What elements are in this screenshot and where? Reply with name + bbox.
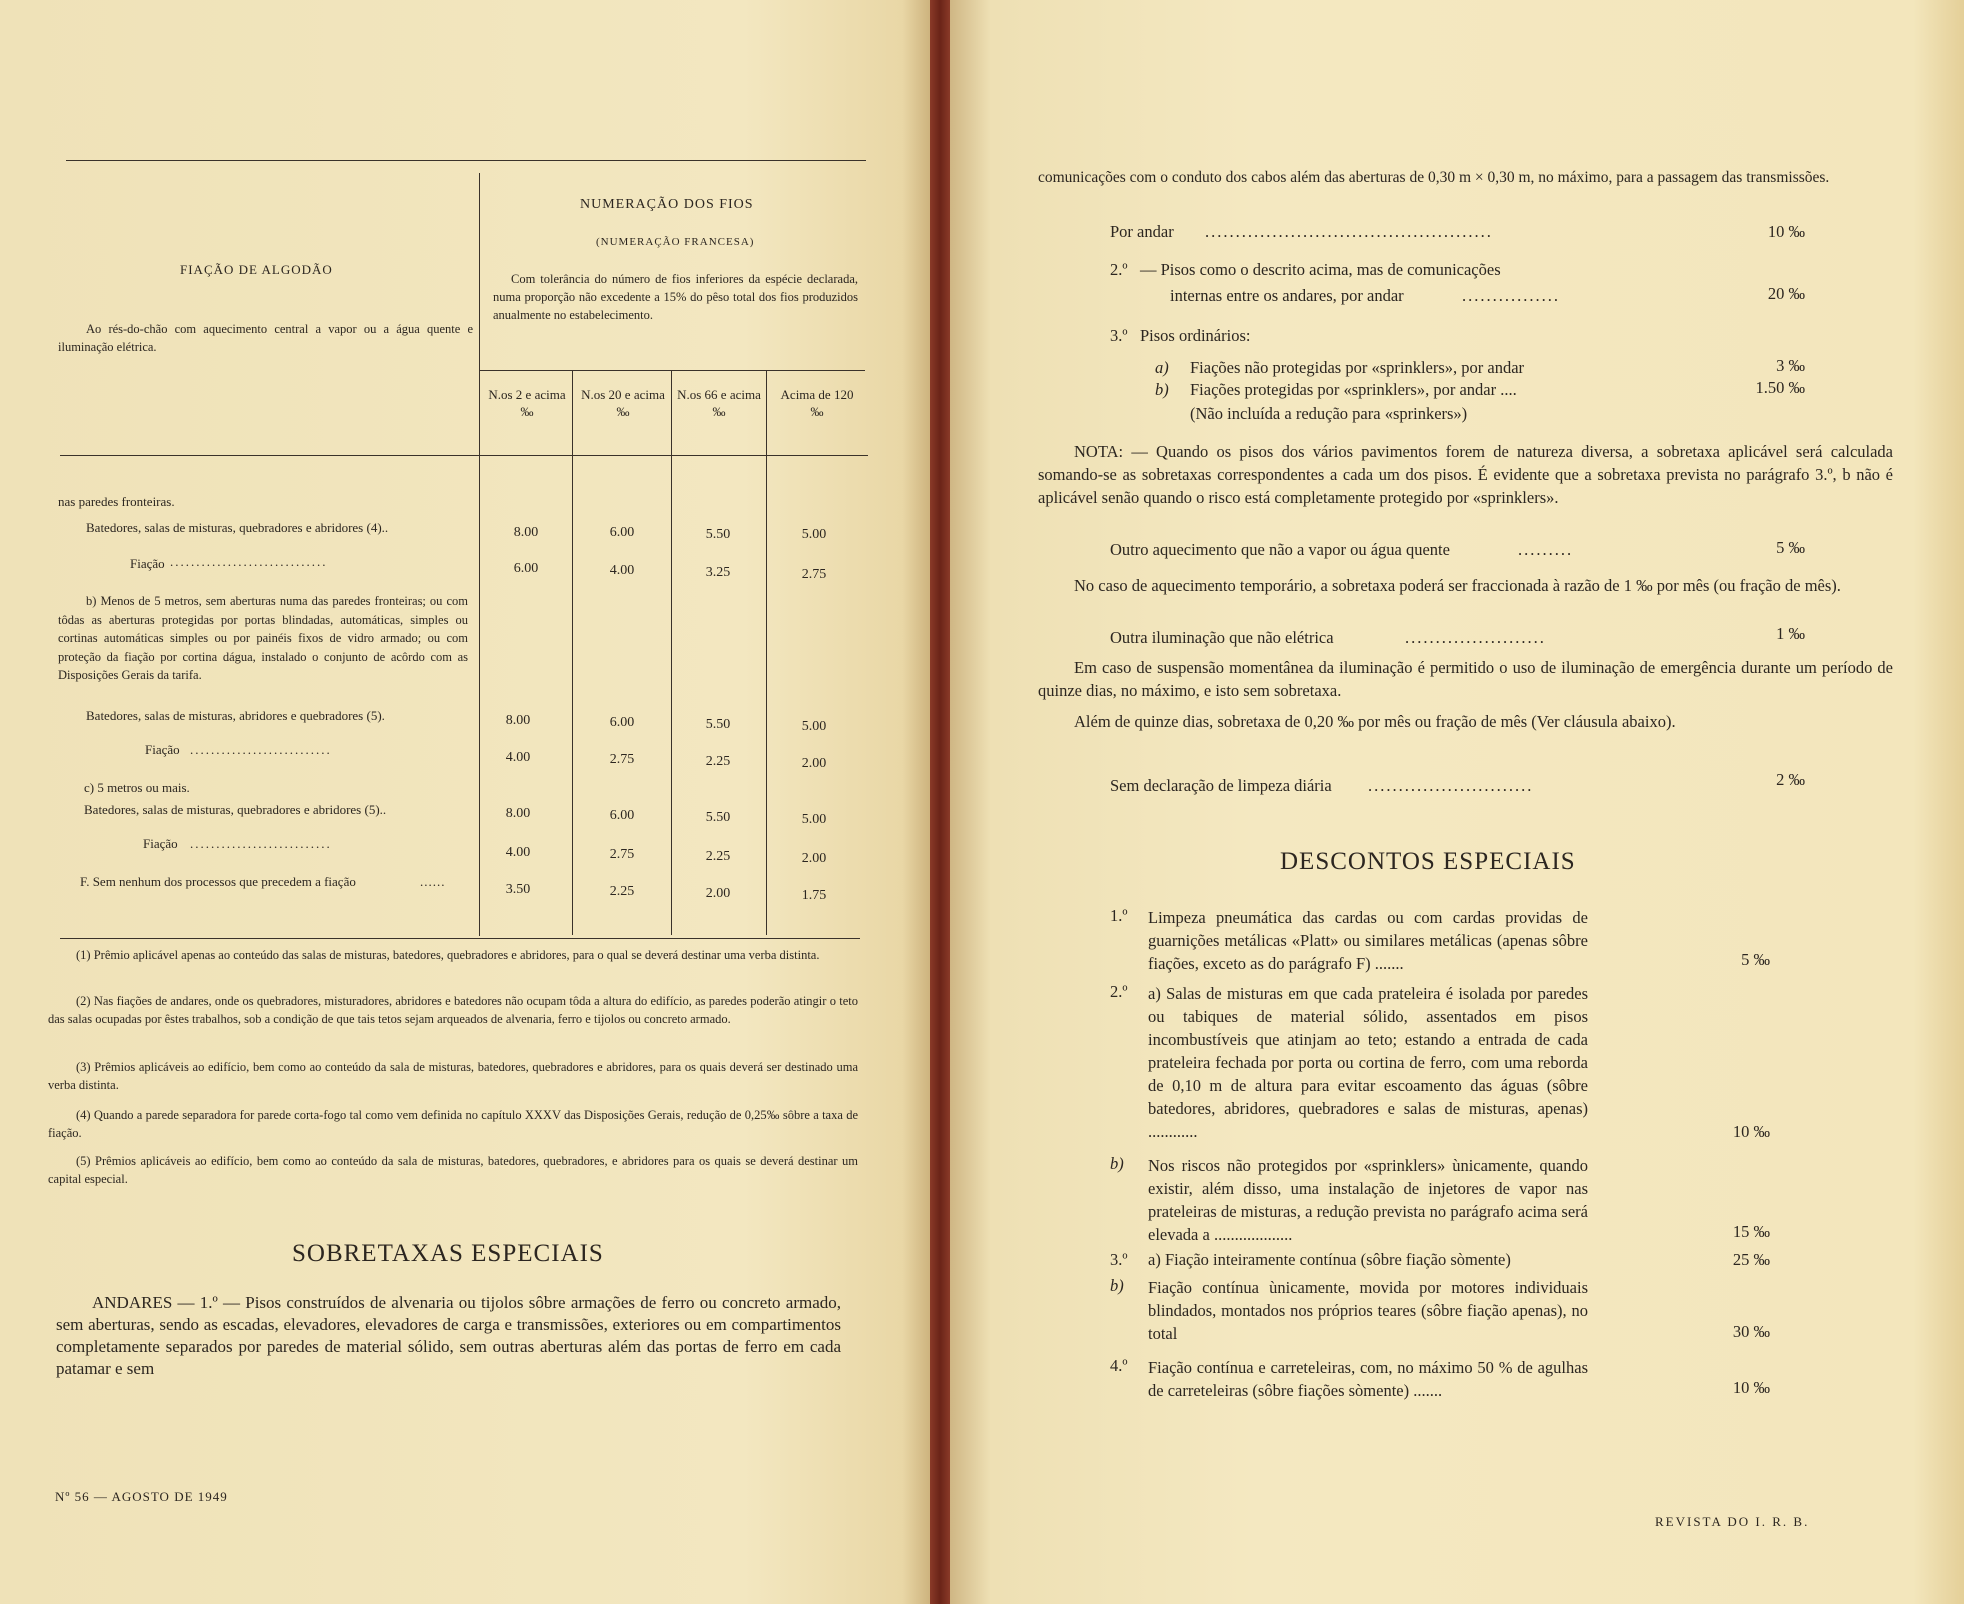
table-cell: 2.25 [705, 849, 731, 864]
table-row-label: F. Sem nenhum dos processos que precedem a fiação [80, 874, 356, 889]
d3b-text: Fiação contínua ùnicamente, movida por motores individuais blindados, montados nos próprios teares (sôbre fiação apenas), no total [1148, 1278, 1588, 1343]
d2a-value: 10 ‰ [1732, 1122, 1770, 1141]
item3a-text: Fiações não protegidas por «sprinklers», por andar [1190, 358, 1525, 377]
andares-lead: ANDARES — 1.º — [92, 1293, 241, 1312]
table-row-label: Fiação [145, 742, 180, 757]
section-b-intro: b) Menos de 5 metros, sem aberturas numa das paredes fronteiras; ou com tôdas as aberturas protegidas por portas blindadas, automáticas, simples ou cortinas automáticas simples ou por painéis fixos de vidro armado; ou com proteção da fiação por cortina dágua, instalado o conjunto de acôrdo com as Disposições Gerais da tarifa. [58, 594, 468, 682]
descontos-title: DESCONTOS ESPECIAIS [1280, 848, 1576, 875]
item-number: 4.º [1110, 1356, 1128, 1375]
d3a-value: 25 ‰ [1732, 1250, 1770, 1269]
item2-text: — Pisos como o descrito acima, mas de comunicações [1140, 260, 1501, 279]
sem-decl-label: Sem declaração de limpeza diária [1110, 776, 1332, 795]
d1-value: 5 ‰ [1741, 950, 1770, 969]
outro-aquec-label: Outro aquecimento que não a vapor ou água quente [1110, 540, 1450, 559]
table-cell: 6.00 [609, 715, 635, 730]
row-header-title: FIAÇÃO DE ALGODÃO [180, 262, 333, 277]
page-footer: Nº 56 — AGOSTO DE 1949 [55, 1489, 228, 1504]
col-label-1: N.os 2 e acima ‰ [488, 387, 566, 419]
table-cell: 5.00 [801, 812, 827, 827]
page-footer: REVISTA DO I. R. B. [1655, 1514, 1810, 1529]
outra-ilum-label: Outra iluminação que não elétrica [1110, 628, 1334, 647]
d3b-value: 30 ‰ [1732, 1322, 1770, 1341]
sem-decl-value: 2 ‰ [1776, 770, 1805, 789]
footnote: (1) Prêmio aplicável apenas ao conteúdo das salas de misturas, batedores, quebradores e abridores, para o qual se deverá destinar uma verba distinta. [76, 948, 820, 962]
table-cell: 2.00 [705, 886, 731, 901]
row-header-subtitle: Ao rés-do-chão com aquecimento central a vapor ou a água quente e iluminação elétrica. [58, 322, 473, 354]
subcol-rule [480, 370, 865, 371]
table-cell: 2.75 [609, 752, 635, 767]
item2-text2: internas entre os andares, por andar [1170, 286, 1404, 305]
table-cell: 5.00 [801, 719, 827, 734]
d4-value: 10 ‰ [1732, 1378, 1770, 1397]
table-cell: 2.75 [801, 567, 827, 582]
d1-text: Limpeza pneumática das cardas ou com cardas providas de guarnições metálicas «Platt» ou similares metálicas (apenas sôbre fiações, exceto as do parágrafo F) ....... [1148, 908, 1588, 973]
table-cell: 2.75 [609, 847, 635, 862]
item3a-value: 3 ‰ [1776, 356, 1805, 375]
col-label-2: N.os 20 e acima ‰ [581, 387, 665, 419]
table-cell: 2.25 [705, 754, 731, 769]
andares-paragraph [56, 1292, 841, 1380]
table-cell: 2.00 [801, 756, 827, 771]
col-rule-3 [766, 370, 767, 935]
col-rule-1 [572, 370, 573, 935]
leader-dots: ........................... [190, 836, 332, 851]
item-number: 3.º [1110, 1250, 1128, 1269]
item-letter: b) [1110, 1154, 1124, 1173]
item3b-note: (Não incluída a redução para «sprinkers») [1190, 404, 1468, 423]
leader-dots: ....................... [1405, 628, 1546, 647]
suspensao-paragraph: Em caso de suspensão momentânea da iluminação é permitido o uso de iluminação de emergência durante um período de quinze dias, no máximo, e isto sem sobretaxa. [1038, 658, 1893, 700]
por-andar-label: Por andar [1110, 222, 1174, 241]
table-cell: 5.50 [705, 810, 731, 825]
andares-text: Pisos construídos de alvenaria ou tijolos sôbre armações de ferro ou concreto armado, sem aberturas, sendo as escadas, elevadores, elevadores de carga e transmissões, exteriores ou em compartimentos completamente separados por paredes de material sólido, sem outras aberturas além das portas de ferro em cada patamar e sem [56, 1293, 841, 1378]
table-header-rule [60, 455, 868, 456]
table-cell: 3.50 [505, 882, 531, 897]
footnote: (3) Prêmios aplicáveis ao edifício, bem como ao conteúdo da sala de misturas, batedores, quebradores e abridores, para os quais deverá ser destinado uma verba distinta. [48, 1060, 858, 1092]
table-bottom-rule [60, 938, 860, 939]
d3a-text: a) Fiação inteiramente contínua (sôbre fiação sòmente) [1148, 1250, 1511, 1269]
leader-dots: ......... [1518, 540, 1574, 559]
col-header-subtitle: (NUMERAÇÃO FRANCESA) [596, 236, 755, 248]
por-andar-value: 10 ‰ [1767, 222, 1805, 241]
nota-paragraph: NOTA: — Quando os pisos dos vários pavimentos forem de natureza diversa, a sobretaxa aplicável será calculada somando-se as sobretaxas correspondentes a cada um dos pisos. É evidente que a sobretaxa prevista no parágrafo 3.º, b não é aplicável senão quando o risco está completamente protegido por «sprinklers». [1038, 442, 1893, 507]
col-header-title: NUMERAÇÃO DOS FIOS [580, 197, 754, 212]
table-cell: 5.00 [801, 527, 827, 542]
item3b-text: Fiações protegidas por «sprinklers», por andar .... [1190, 380, 1517, 399]
item2-value: 20 ‰ [1767, 284, 1805, 303]
left-page [0, 0, 930, 1604]
table-cell: 6.00 [609, 808, 635, 823]
table-row-label: Batedores, salas de misturas, quebradores e abridores (4).. [86, 520, 389, 535]
item-number: 3.º [1110, 326, 1128, 345]
col-label-4: Acima de 120 ‰ [780, 387, 854, 419]
col-label-3: N.os 66 e acima ‰ [677, 387, 761, 419]
table-row-label: Batedores, salas de misturas, abridores e quebradores (5). [86, 708, 385, 723]
right-page [950, 0, 1964, 1604]
table-cell: 4.00 [505, 845, 531, 860]
leader-dots: .............................. [170, 554, 328, 569]
item-number: 2.º [1110, 982, 1128, 1001]
table-cell: 4.00 [609, 563, 635, 578]
d2a-text: a) Salas de misturas em que cada prateleira é isolada por paredes ou tabiques de material sólido, assentados em pisos incombustíveis que atinjam ao teto; estando a entrada de cada prateleira fechada por porta ou cortina de ferro, com uma reborda de 0,10 m de altura para evitar escoamento das águas (sôbre batedores, abridores, quebradores e salas de misturas, apenas) ............ [1148, 984, 1588, 1141]
item-number: 1.º [1110, 906, 1128, 925]
footnote: (4) Quando a parede separadora for parede corta-fogo tal como vem definida no capítulo XXXV das Disposições Gerais, redução de 0,25‰ sôbre a taxa de fiação. [48, 1108, 858, 1140]
table-cell: 8.00 [513, 525, 539, 540]
leader-dots: ............................................... [1205, 222, 1493, 241]
item-letter: b) [1110, 1276, 1124, 1295]
table-cell: 5.50 [705, 527, 731, 542]
footnote: (5) Prêmios aplicáveis ao edifício, bem como ao conteúdo da sala de misturas, batedores, quebradores, e abridores para os quais se deverá destinar um capital especial. [48, 1154, 858, 1186]
table-cell: 5.50 [705, 717, 731, 732]
table-cell: 8.00 [505, 713, 531, 728]
col-header-note: Com tolerância do número de fios inferiores da espécie declarada, numa proporção não excedente a 15% do pêso total dos fios produzidos anualmente no estabelecimento. [493, 272, 858, 322]
d2b-value: 15 ‰ [1732, 1222, 1770, 1241]
outra-ilum-value: 1 ‰ [1776, 624, 1805, 643]
outro-aquec-value: 5 ‰ [1776, 538, 1805, 557]
table-cell: 2.00 [801, 851, 827, 866]
item-letter: b) [1155, 380, 1169, 399]
right-intro: comunicações com o conduto dos cabos além das aberturas de 0,30 m × 0,30 m, no máximo, para a passagem das transmissões. [1038, 169, 1830, 186]
table-cell: 3.25 [705, 565, 731, 580]
item-letter: a) [1155, 358, 1169, 377]
section-title: SOBRETAXAS ESPECIAIS [292, 1240, 604, 1267]
table-cell: 6.00 [609, 525, 635, 540]
book-gutter [930, 0, 950, 1604]
table-cell: 1.75 [801, 888, 827, 903]
leader-dots: ...... [420, 874, 446, 889]
table-row-label: Fiação [130, 556, 165, 571]
footnote: (2) Nas fiações de andares, onde os quebradores, misturadores, abridores e batedores não ocupam tôda a altura do edifício, as paredes poderão atingir o teto das salas ocupadas por êstes trabalhos, sob a condição de que tais tetos sejam arqueados de alvenaria, ferro e tijolos ou concreto armado. [48, 994, 858, 1026]
leader-dots: ........................... [1368, 776, 1534, 795]
col-rule-2 [671, 370, 672, 935]
d4-text: Fiação contínua e carreteleiras, com, no máximo 50 % de agulhas de carreteleiras (sôbre fiações sòmente) ....... [1148, 1358, 1588, 1400]
item3b-value: 1.50 ‰ [1755, 378, 1805, 397]
table-cell: 2.25 [609, 884, 635, 899]
table-row-label: Fiação [143, 836, 178, 851]
alem-paragraph: Além de quinze dias, sobretaxa de 0,20 ‰ por mês ou fração de mês (Ver cláusula abaixo). [1074, 712, 1676, 731]
leader-dots: ................ [1462, 286, 1560, 305]
table-top-rule [66, 160, 866, 161]
section-a-intro: nas paredes fronteiras. [58, 494, 175, 509]
table-cell: 6.00 [513, 561, 539, 576]
table-cell: 4.00 [505, 750, 531, 765]
item-number: 2.º [1110, 260, 1128, 279]
item3-label: Pisos ordinários: [1140, 326, 1251, 345]
leader-dots: ........................... [190, 742, 332, 757]
temporario-paragraph: No caso de aquecimento temporário, a sobretaxa poderá ser fraccionada à razão de 1 ‰ por mês (ou fração de mês). [1074, 576, 1841, 595]
table-cell: 8.00 [505, 806, 531, 821]
d2b-text: Nos riscos não protegidos por «sprinklers» ùnicamente, quando existir, além disso, uma instalação de injetores de vapor nas prateleiras de misturas, a redução prevista no parágrafo acima será elevada a ................... [1148, 1156, 1588, 1244]
table-row-label: Batedores, salas de misturas, quebradores e abridores (5).. [84, 802, 387, 817]
section-c-intro: c) 5 metros ou mais. [84, 780, 190, 795]
